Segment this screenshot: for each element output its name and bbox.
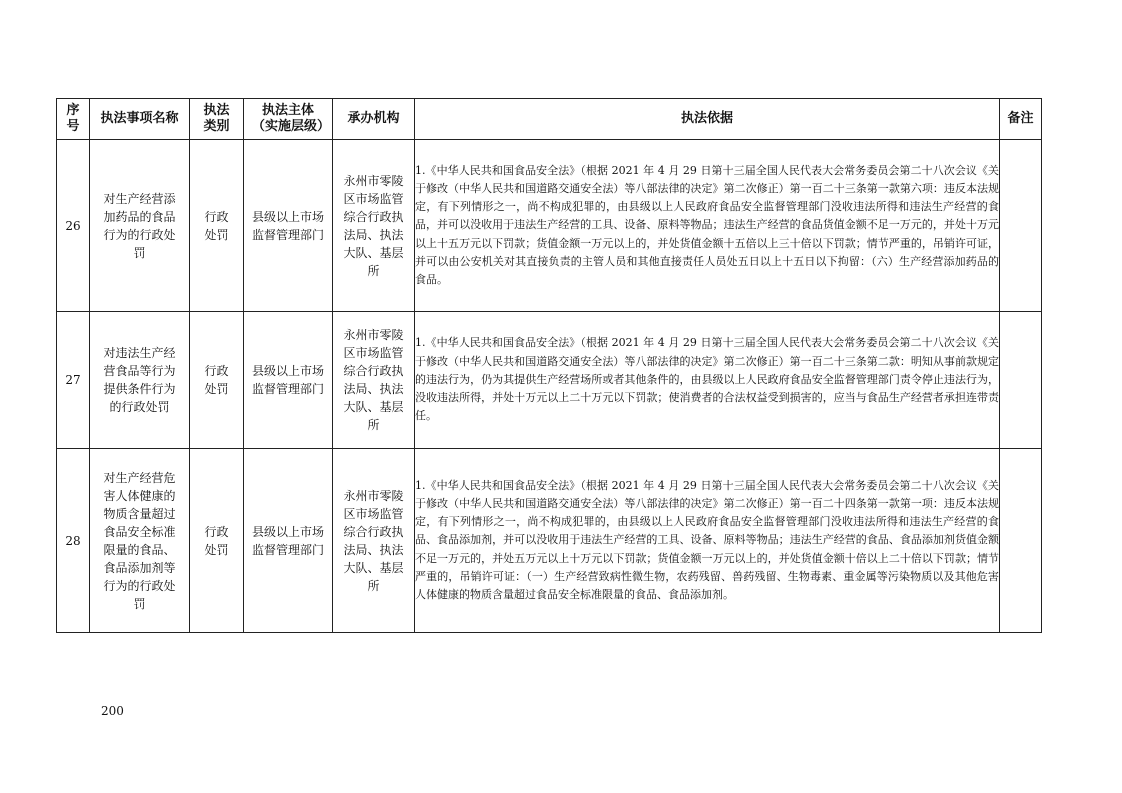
row-org: 永州市零陵区市场监管综合行政执法局、执法大队、基层所 <box>333 140 415 312</box>
row-category: 行政处罚 <box>190 140 244 312</box>
table-row <box>57 140 1042 312</box>
header-org: 承办机构 <box>333 99 415 140</box>
header-category: 执法类别 <box>190 99 244 140</box>
table-row <box>57 449 1042 633</box>
row-subject: 县级以上市场监督管理部门 <box>244 140 333 312</box>
header-subject: 执法主体（实施层级） <box>244 99 333 140</box>
row-basis: 1.《中华人民共和国食品安全法》（根据 2021 年 4 月 29 日第十三届全国人民代表大会常务委员会第二十八次会议《关于修改（中华人民共和国道路交通安全法）等八部法律的决定》第二次修正）第一百二十四条第一款第一项：违反本法规定，有下列情形之一，尚不构成犯罪的，由县级以上人民政府食品安全监督管理部门没收违法所得和违法生产经营的食品、食品添加剂，并可以没收用于违法生产经营的工具、设备、原料等物品；违法生产经营的食品、食品添加剂货值金额不足一万元的，并处五万元以上十万元以下罚款；货值金额一万元以上的，并处货值金额十倍以上二十倍以下罚款；情节严重的，吊销许可证：（一）生产经营致病性微生物，农药残留、兽药残留、生物毒素、重金属等污染物质以及其他危害人体健康的物质含量超过食品安全标准限量的食品、食品添加剂。 <box>415 449 1000 633</box>
row-remark <box>1000 312 1042 449</box>
table-row <box>57 312 1042 449</box>
table-header-row <box>57 99 1042 140</box>
row-name: 对违法生产经营食品等行为提供条件行为的行政处罚 <box>90 312 190 449</box>
header-basis: 执法依据 <box>415 99 1000 140</box>
row-name: 对生产经营添加药品的食品行为的行政处罚 <box>90 140 190 312</box>
row-category: 行政处罚 <box>190 449 244 633</box>
header-remark: 备注 <box>1000 99 1042 140</box>
row-category: 行政处罚 <box>190 312 244 449</box>
row-subject: 县级以上市场监督管理部门 <box>244 312 333 449</box>
row-remark <box>1000 140 1042 312</box>
header-seq: 序号 <box>57 99 90 140</box>
row-seq: 28 <box>57 449 90 633</box>
header-name: 执法事项名称 <box>90 99 190 140</box>
row-subject: 县级以上市场监督管理部门 <box>244 449 333 633</box>
row-basis: 1.《中华人民共和国食品安全法》（根据 2021 年 4 月 29 日第十三届全国人民代表大会常务委员会第二十八次会议《关于修改（中华人民共和国道路交通安全法）等八部法律的决定》第二次修正）第一百二十三条第二款：明知从事前款规定的违法行为，仍为其提供生产经营场所或者其他条件的，由县级以上人民政府食品安全监督管理部门责令停止违法行为，没收违法所得，并处十万元以上二十万元以下罚款；使消费者的合法权益受到损害的，应当与食品生产经营者承担连带责任。 <box>415 312 1000 449</box>
row-org: 永州市零陵区市场监管综合行政执法局、执法大队、基层所 <box>333 312 415 449</box>
row-seq: 26 <box>57 140 90 312</box>
row-org: 永州市零陵区市场监管综合行政执法局、执法大队、基层所 <box>333 449 415 633</box>
row-seq: 27 <box>57 312 90 449</box>
enforcement-table <box>56 98 1042 633</box>
row-name: 对生产经营危害人体健康的物质含量超过食品安全标准限量的食品、食品添加剂等行为的行政处罚 <box>90 449 190 633</box>
row-remark <box>1000 449 1042 633</box>
page-number: 200 <box>101 704 124 718</box>
row-basis: 1.《中华人民共和国食品安全法》（根据 2021 年 4 月 29 日第十三届全国人民代表大会常务委员会第二十八次会议《关于修改（中华人民共和国道路交通安全法）等八部法律的决定》第二次修正）第一百二十三条第一款第六项：违反本法规定，有下列情形之一，尚不构成犯罪的，由县级以上人民政府食品安全监督管理部门没收违法所得和违法生产经营的食品，并可以没收用于违法生产经营的工具、设备、原料等物品；违法生产经营的食品货值金额不足一万元的，并处十万元以上十五万元以下罚款；货值金额一万元以上的，并处货值金额十五倍以上三十倍以下罚款；情节严重的，吊销许可证，并可以由公安机关对其直接负责的主管人员和其他直接责任人员处五日以上十五日以下拘留：（六）生产经营添加药品的食品。 <box>415 140 1000 312</box>
